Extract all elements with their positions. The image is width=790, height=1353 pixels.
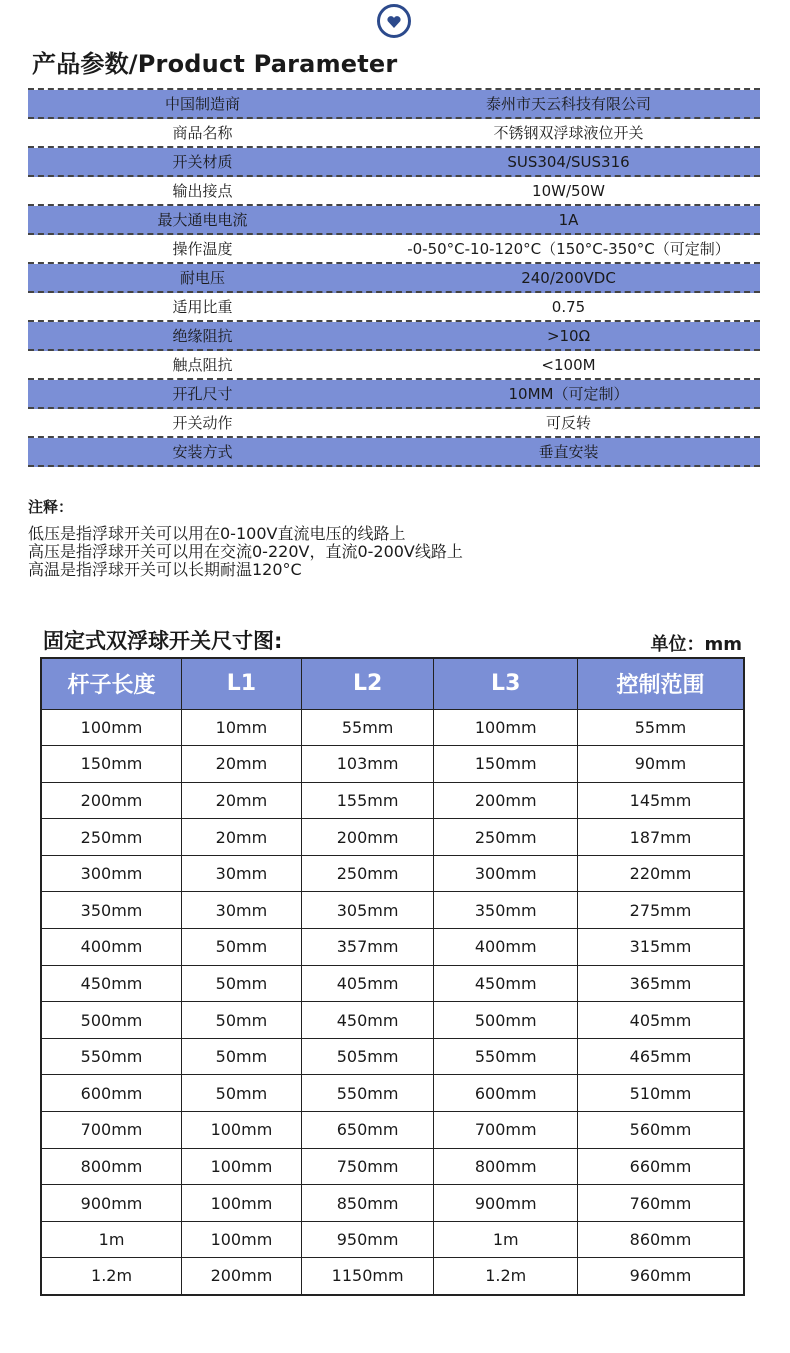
- table-cell: 30mm: [182, 855, 302, 892]
- table-cell: 200mm: [182, 1258, 302, 1295]
- table-row: [41, 1221, 744, 1258]
- table-cell: 305mm: [301, 892, 434, 929]
- column-header: L2: [301, 658, 434, 709]
- dimensions-table: [40, 657, 745, 1296]
- table-cell: 200mm: [41, 782, 182, 819]
- params-row: [28, 235, 760, 264]
- table-cell: 50mm: [182, 1075, 302, 1112]
- table-cell: 700mm: [41, 1112, 182, 1149]
- params-row: [28, 322, 760, 351]
- table-cell: 1m: [41, 1221, 182, 1258]
- params-row: [28, 177, 760, 206]
- table-cell: 950mm: [301, 1221, 434, 1258]
- table-cell: 450mm: [434, 965, 578, 1002]
- params-row: [28, 119, 760, 148]
- table-cell: 103mm: [301, 746, 434, 783]
- table-cell: 600mm: [434, 1075, 578, 1112]
- table-cell: 20mm: [182, 819, 302, 856]
- param-label: 开孔尺寸: [172, 385, 233, 403]
- table-cell: 20mm: [182, 782, 302, 819]
- table-cell: 405mm: [578, 1002, 745, 1039]
- note-line: 高压是指浮球开关可以用在交流0-220V，直流0-200V线路上: [28, 542, 463, 561]
- param-value: SUS304/SUS316: [507, 152, 630, 171]
- table-cell: 250mm: [434, 819, 578, 856]
- table-row: [41, 1258, 744, 1295]
- table-row: [41, 746, 744, 783]
- table-cell: 150mm: [41, 746, 182, 783]
- params-row: [28, 438, 760, 467]
- table-cell: 90mm: [578, 746, 745, 783]
- params-table: [28, 88, 760, 467]
- table-cell: 155mm: [301, 782, 434, 819]
- table-cell: 145mm: [578, 782, 745, 819]
- table-cell: 510mm: [578, 1075, 745, 1112]
- param-value: >10Ω: [546, 326, 591, 345]
- table-row: [41, 709, 744, 746]
- table-cell: 760mm: [578, 1185, 745, 1222]
- table-cell: 100mm: [41, 709, 182, 746]
- params-row: [28, 148, 760, 177]
- params-row: [28, 409, 760, 438]
- param-label: 最大通电电流: [157, 211, 248, 229]
- table-cell: 1150mm: [301, 1258, 434, 1295]
- param-label: 绝缘阻抗: [172, 327, 233, 345]
- table-cell: 1.2m: [41, 1258, 182, 1295]
- table-cell: 10mm: [182, 709, 302, 746]
- table-cell: 560mm: [578, 1112, 745, 1149]
- param-value: <100M: [541, 355, 596, 374]
- table-row: [41, 782, 744, 819]
- table-row: [41, 1112, 744, 1149]
- table-cell: 465mm: [578, 1038, 745, 1075]
- table-cell: 300mm: [41, 855, 182, 892]
- table-row: [41, 1185, 744, 1222]
- table-cell: 860mm: [578, 1221, 745, 1258]
- table-cell: 960mm: [578, 1258, 745, 1295]
- table-cell: 150mm: [434, 746, 578, 783]
- param-label: 安装方式: [172, 443, 233, 461]
- table-cell: 100mm: [434, 709, 578, 746]
- param-value: 1A: [558, 210, 579, 229]
- table-cell: 357mm: [301, 929, 434, 966]
- table-row: [41, 965, 744, 1002]
- table-cell: 505mm: [301, 1038, 434, 1075]
- table-cell: 450mm: [301, 1002, 434, 1039]
- table-cell: 300mm: [434, 855, 578, 892]
- note-line: 高温是指浮球开关可以长期耐温120°C: [28, 560, 302, 579]
- table-cell: 800mm: [434, 1148, 578, 1185]
- param-value: 0.75: [551, 297, 586, 316]
- table-cell: 600mm: [41, 1075, 182, 1112]
- table-row: [41, 1075, 744, 1112]
- table-cell: 350mm: [434, 892, 578, 929]
- params-row: [28, 90, 760, 119]
- table-cell: 100mm: [182, 1221, 302, 1258]
- chevron-down-heart-icon: [377, 4, 411, 38]
- notes: [28, 525, 463, 579]
- table-cell: 55mm: [578, 709, 745, 746]
- table-row: [41, 929, 744, 966]
- column-header: 控制范围: [578, 658, 745, 709]
- table-cell: 650mm: [301, 1112, 434, 1149]
- param-value: 泰州市天云科技有限公司: [485, 95, 651, 113]
- param-label: 商品名称: [172, 124, 233, 142]
- table-cell: 30mm: [182, 892, 302, 929]
- table-cell: 400mm: [41, 929, 182, 966]
- params-row: [28, 206, 760, 235]
- param-value: -0-50°C-10-120°C（150°C-350°C（可定制）: [407, 240, 730, 258]
- table-cell: 400mm: [434, 929, 578, 966]
- dimensions-header-row: [41, 658, 744, 709]
- table-cell: 100mm: [182, 1148, 302, 1185]
- table-cell: 365mm: [578, 965, 745, 1002]
- column-header: L3: [434, 658, 578, 709]
- column-header: 杆子长度: [41, 658, 182, 709]
- table-cell: 50mm: [182, 965, 302, 1002]
- table-cell: 550mm: [434, 1038, 578, 1075]
- param-label: 开关动作: [172, 414, 233, 432]
- table-cell: 1.2m: [434, 1258, 578, 1295]
- param-value: 可反转: [545, 414, 591, 432]
- table-cell: 500mm: [41, 1002, 182, 1039]
- table-cell: 1m: [434, 1221, 578, 1258]
- param-label: 操作温度: [172, 240, 233, 258]
- table-row: [41, 1002, 744, 1039]
- params-row: [28, 380, 760, 409]
- param-label: 开关材质: [172, 153, 233, 171]
- param-value: 10W/50W: [532, 181, 605, 200]
- note-line: 低压是指浮球开关可以用在0-100V直流电压的线路上: [28, 524, 406, 543]
- param-value: 不锈钢双浮球液位开关: [493, 124, 644, 142]
- column-header: L1: [182, 658, 302, 709]
- notes-title: 注释：: [28, 498, 74, 516]
- table-cell: 55mm: [301, 709, 434, 746]
- table-cell: 550mm: [301, 1075, 434, 1112]
- table-cell: 700mm: [434, 1112, 578, 1149]
- dimensions-title: 固定式双浮球开关尺寸图:: [43, 629, 283, 653]
- param-label: 耐电压: [179, 269, 225, 287]
- table-cell: 315mm: [578, 929, 745, 966]
- param-label: 触点阻抗: [172, 356, 233, 374]
- table-cell: 20mm: [182, 746, 302, 783]
- table-cell: 550mm: [41, 1038, 182, 1075]
- table-cell: 350mm: [41, 892, 182, 929]
- table-cell: 750mm: [301, 1148, 434, 1185]
- table-cell: 100mm: [182, 1185, 302, 1222]
- param-label: 输出接点: [172, 182, 233, 200]
- table-cell: 200mm: [301, 819, 434, 856]
- table-cell: 500mm: [434, 1002, 578, 1039]
- table-cell: 200mm: [434, 782, 578, 819]
- table-row: [41, 1148, 744, 1185]
- table-cell: 850mm: [301, 1185, 434, 1222]
- table-cell: 50mm: [182, 929, 302, 966]
- param-label: 中国制造商: [164, 95, 240, 113]
- table-cell: 900mm: [434, 1185, 578, 1222]
- table-cell: 275mm: [578, 892, 745, 929]
- table-cell: 450mm: [41, 965, 182, 1002]
- params-row: [28, 293, 760, 322]
- table-cell: 220mm: [578, 855, 745, 892]
- params-row: [28, 351, 760, 380]
- params-title: 产品参数/Product Parameter: [32, 50, 398, 78]
- table-row: [41, 855, 744, 892]
- table-row: [41, 819, 744, 856]
- table-cell: 405mm: [301, 965, 434, 1002]
- table-row: [41, 1038, 744, 1075]
- table-cell: 250mm: [301, 855, 434, 892]
- table-cell: 800mm: [41, 1148, 182, 1185]
- params-row: [28, 264, 760, 293]
- param-label: 适用比重: [172, 298, 233, 316]
- param-value: 10MM（可定制）: [508, 385, 629, 403]
- table-cell: 187mm: [578, 819, 745, 856]
- table-cell: 900mm: [41, 1185, 182, 1222]
- param-value: 240/200VDC: [521, 268, 616, 287]
- table-cell: 250mm: [41, 819, 182, 856]
- table-cell: 100mm: [182, 1112, 302, 1149]
- table-row: [41, 892, 744, 929]
- table-cell: 50mm: [182, 1038, 302, 1075]
- param-value: 垂直安装: [538, 443, 599, 461]
- table-cell: 660mm: [578, 1148, 745, 1185]
- unit-label: 单位：mm: [650, 634, 742, 655]
- table-cell: 50mm: [182, 1002, 302, 1039]
